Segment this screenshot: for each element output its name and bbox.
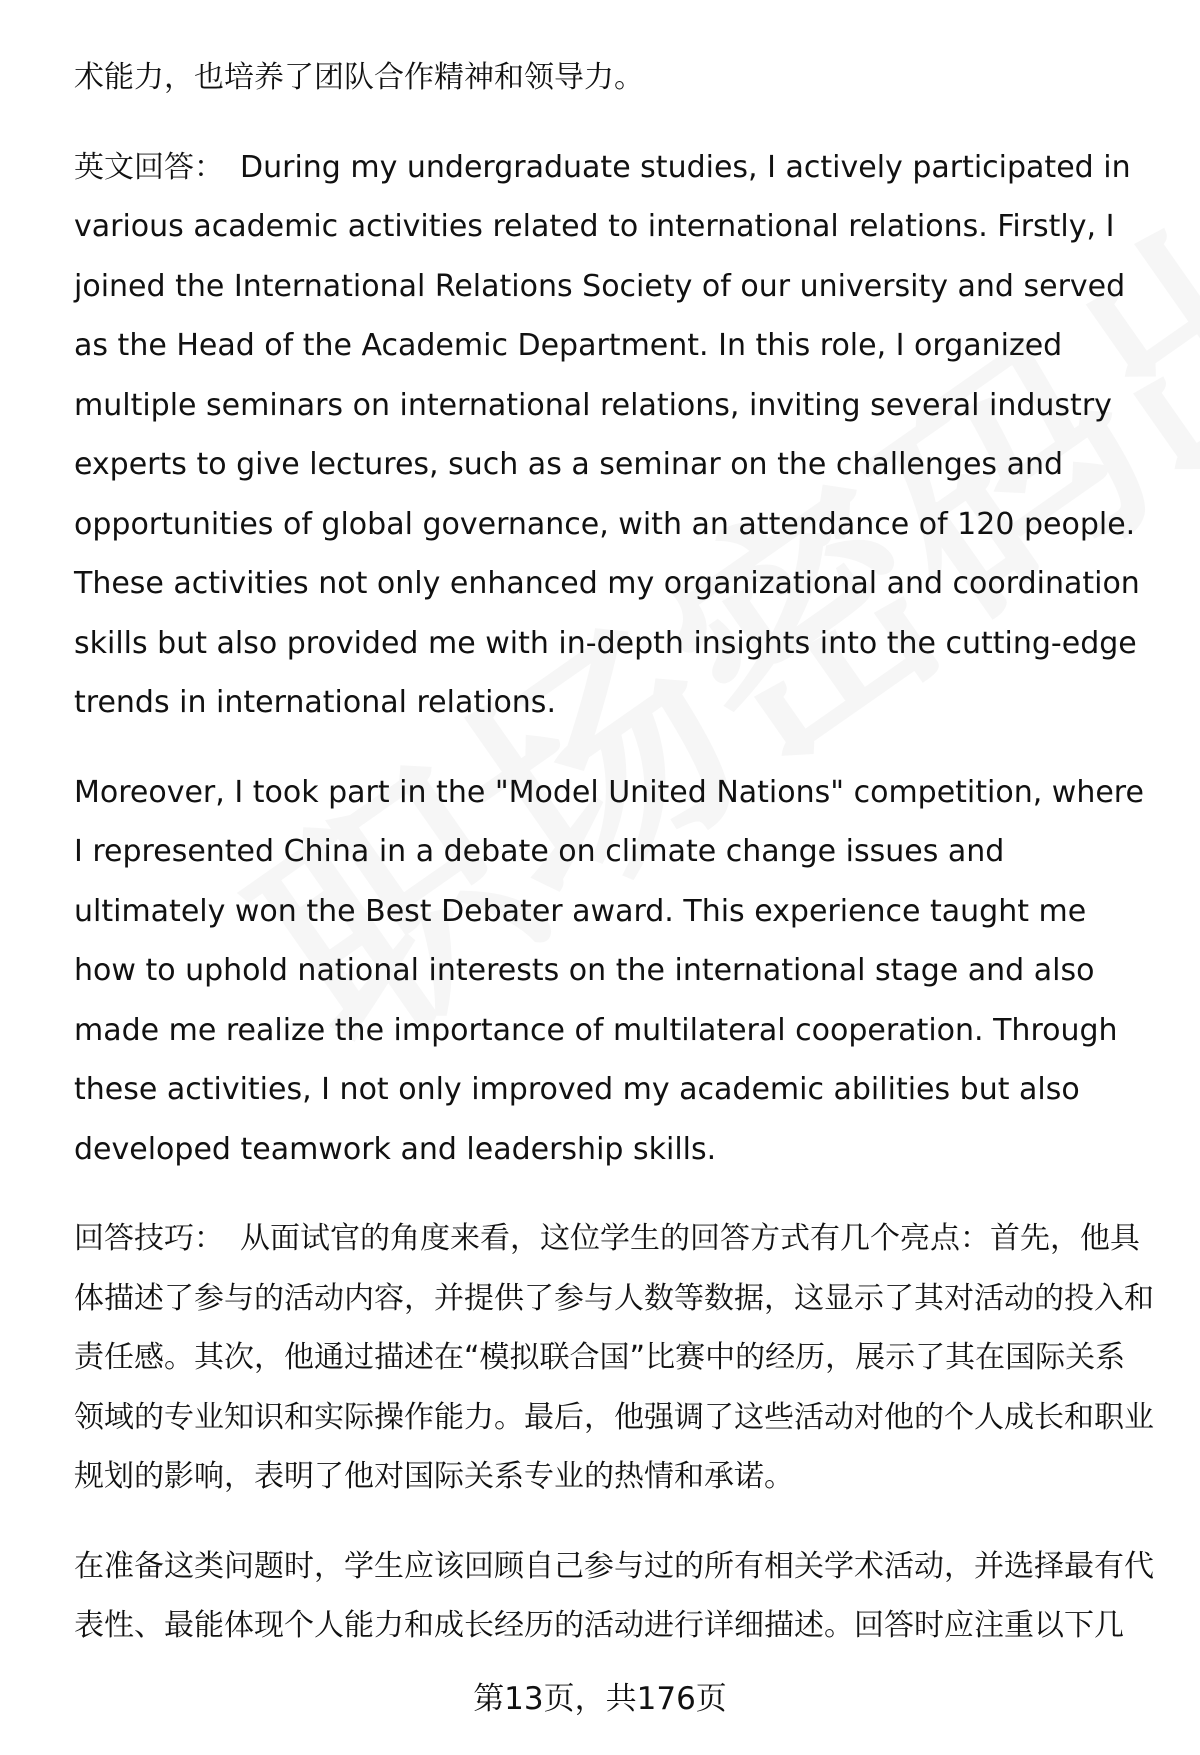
paragraph-answer-tips bbox=[74, 1209, 1154, 1507]
paragraph-text: Moreover, I took part in the "Model United Nations" competition, where I represented China in a debate on climate change issues and ultimately won the Best Debater award. This experience taught me how to uphold national interests on the international stage and also made me realize the importance of multilateral cooperation. Through these activities, I not only improved my academic abilities but also developed teamwork and leadership skills. bbox=[74, 774, 1144, 1167]
page-body bbox=[74, 48, 1154, 1686]
paragraph-english-answer-2 bbox=[74, 763, 1154, 1180]
paragraph-continuation bbox=[74, 48, 1154, 108]
paragraph-label: 英文回答： bbox=[74, 149, 224, 185]
paragraph-text: 在准备这类问题时，学生应该回顾自己参与过的所有相关学术活动，并选择最有代表性、最能体现个人能力和成长经历的活动进行详细描述。回答时应注重以下几 bbox=[74, 1548, 1154, 1643]
paragraph-preparation bbox=[74, 1537, 1154, 1656]
paragraph-text: 从面试官的角度来看，这位学生的回答方式有几个亮点：首先，他具体描述了参与的活动内容，并提供了参与人数等数据，这显示了其对活动的投入和责任感。其次，他通过描述在“模拟联合国”比赛中的经历，展示了其在国际关系领域的专业知识和实际操作能力。最后，他强调了这些活动对他的个人成长和职业规划的影响，表明了他对国际关系专业的热情和承诺。 bbox=[74, 1221, 1154, 1494]
paragraph-label: 回答技巧： bbox=[74, 1221, 224, 1256]
paragraph-text: During my undergraduate studies, I actively participated in various academic activities related to international relations. Firstly, I joined the International Relations Society of our university and served as the Head of the Academic Department. In this role, I organized multiple seminars on international relations, inviting several industry experts to give lectures, such as a seminar on the challenges and opportunities of global governance, with an attendance of 120 people. These activities not only enhanced my organizational and coordination skills but also provided me with in-depth insights into the cutting-edge trends in international relations. bbox=[74, 149, 1140, 720]
paragraph-english-answer-1 bbox=[74, 138, 1154, 733]
paragraph-text: 术能力，也培养了团队合作精神和领导力。 bbox=[74, 60, 644, 95]
page-number: 第13页，共176页 bbox=[473, 1681, 727, 1717]
